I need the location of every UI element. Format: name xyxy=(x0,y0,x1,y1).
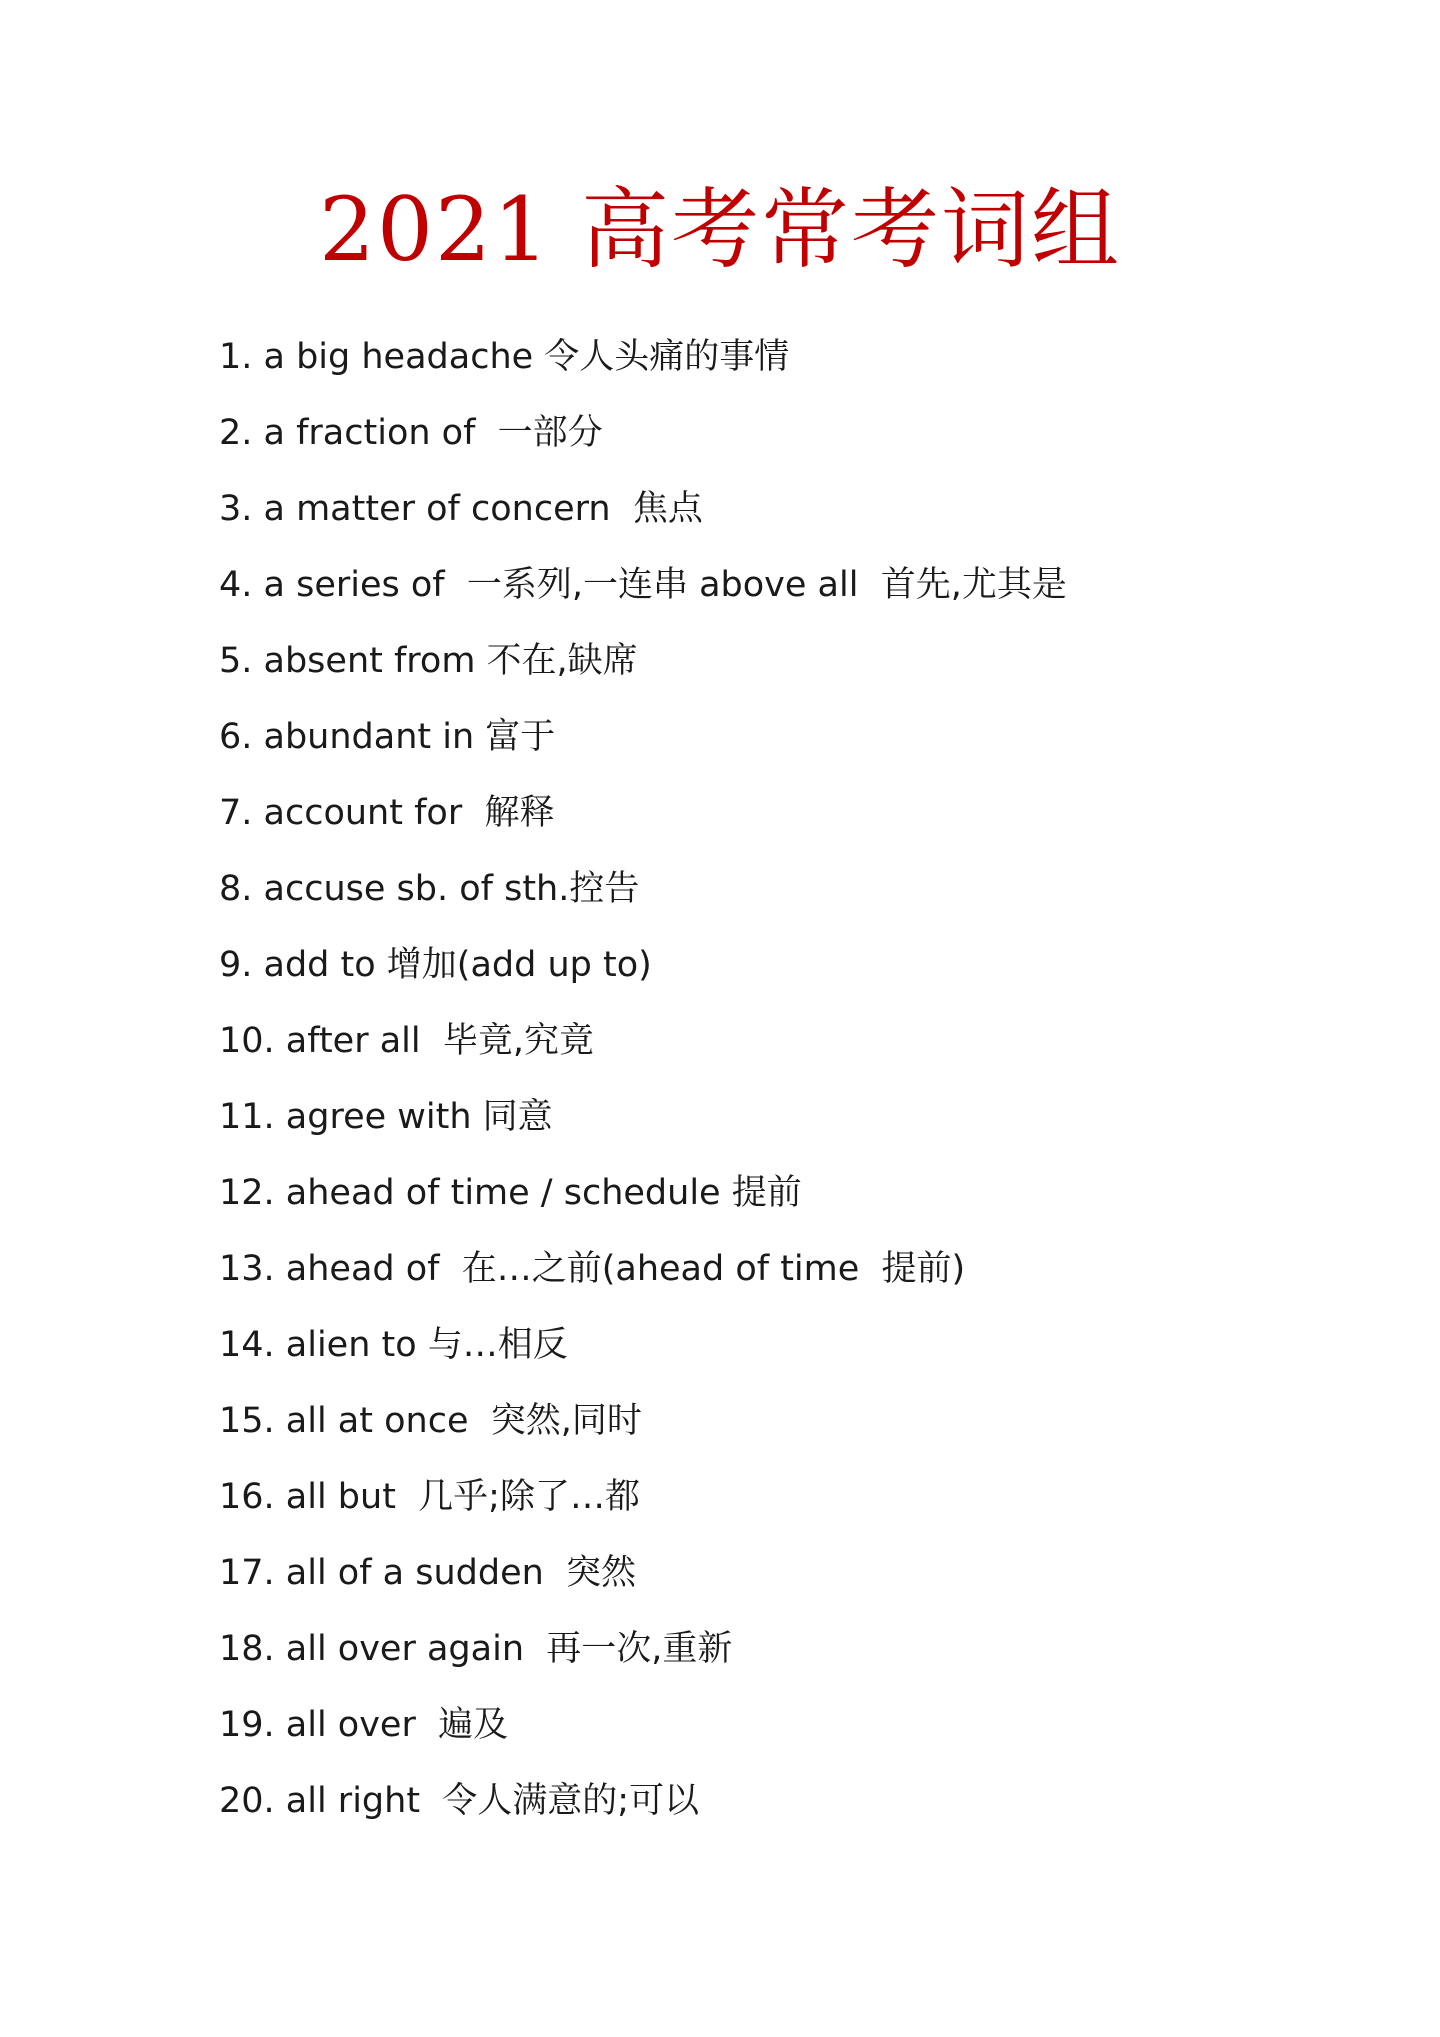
phrase-item-18: 18. all over again 再一次,重新 xyxy=(219,1629,733,1669)
phrase-item-2: 2. a fraction of 一部分 xyxy=(219,413,603,453)
phrase-item-15: 15. all at once 突然,同时 xyxy=(219,1401,642,1441)
phrase-item-9: 9. add to 增加(add up to) xyxy=(219,945,652,985)
phrase-item-6: 6. abundant in 富于 xyxy=(219,717,556,757)
phrase-item-12: 12. ahead of time / schedule 提前 xyxy=(219,1173,802,1213)
phrase-item-14: 14. alien to 与…相反 xyxy=(219,1325,568,1365)
phrase-list xyxy=(219,330,1369,1850)
phrase-item-20: 20. all right 令人满意的;可以 xyxy=(219,1781,700,1821)
phrase-item-10: 10. after all 毕竟,究竟 xyxy=(219,1021,594,1061)
phrase-item-17: 17. all of a sudden 突然 xyxy=(219,1553,637,1593)
phrase-item-16: 16. all but 几乎;除了…都 xyxy=(219,1477,640,1517)
phrase-item-5: 5. absent from 不在,缺席 xyxy=(219,641,638,681)
phrase-item-7: 7. account for 解释 xyxy=(219,793,555,833)
phrase-item-1: 1. a big headache 令人头痛的事情 xyxy=(219,337,790,377)
phrase-item-11: 11. agree with 同意 xyxy=(219,1097,553,1137)
phrase-item-8: 8. accuse sb. of sth.控告 xyxy=(219,869,640,909)
phrase-item-3: 3. a matter of concern 焦点 xyxy=(219,489,703,529)
phrase-item-13: 13. ahead of 在…之前(ahead of time 提前) xyxy=(219,1249,966,1289)
phrase-item-4: 4. a series of 一系列,一连串 above all 首先,尤其是 xyxy=(219,565,1067,605)
document-title: 2021 高考常考词组 xyxy=(319,178,1121,281)
phrase-item-19: 19. all over 遍及 xyxy=(219,1705,509,1745)
